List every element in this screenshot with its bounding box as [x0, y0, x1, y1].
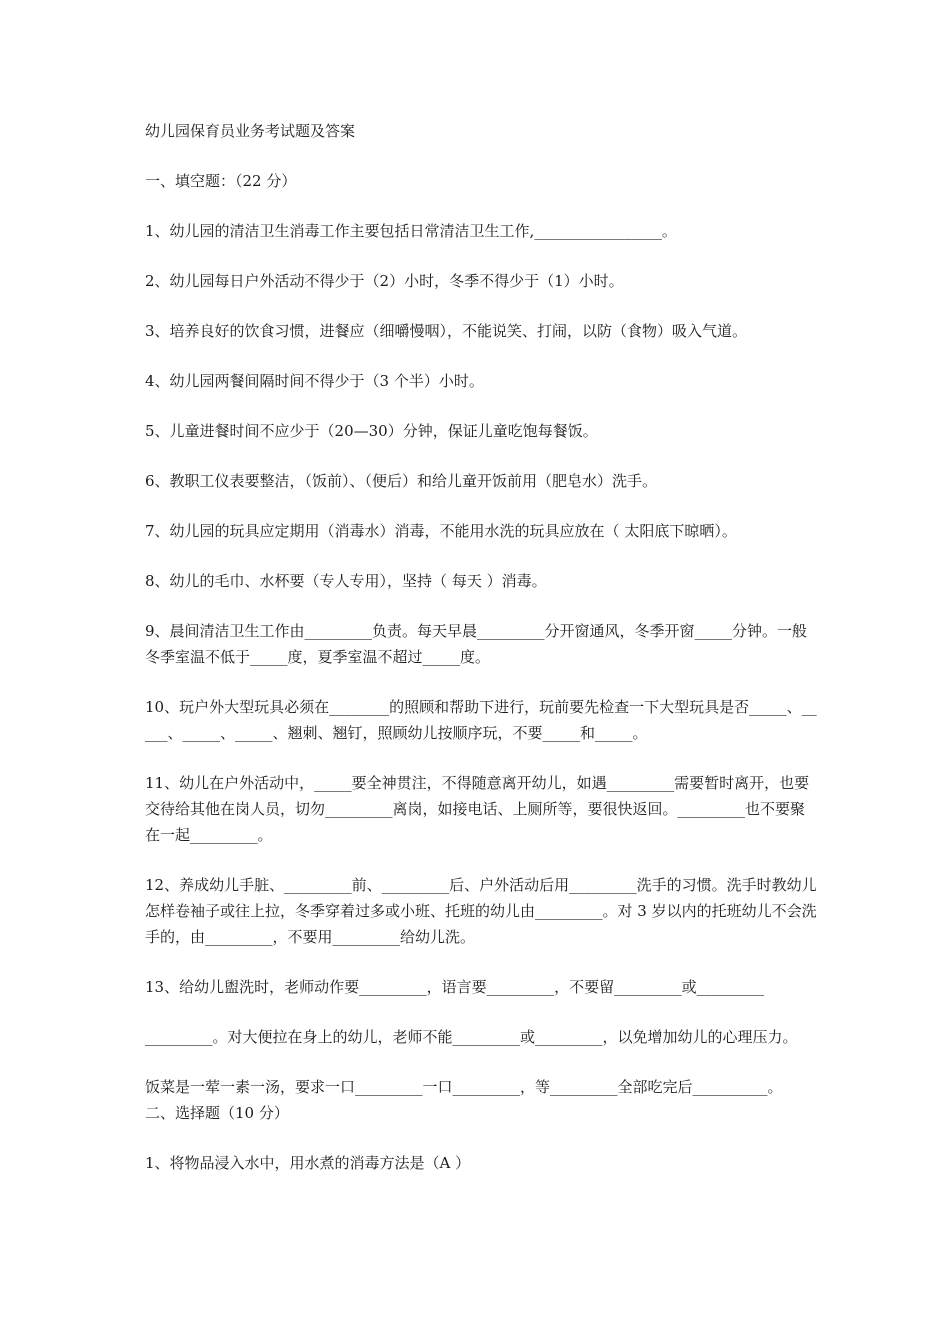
question-paragraph: 4、幼儿园两餐间隔时间不得少于（3 个半）小时。 — [145, 372, 484, 390]
question-paragraph: 7、幼儿园的玩具应定期用（消毒水）消毒，不能用水洗的玩具应放在（ 太阳底下晾晒）。 — [145, 522, 737, 540]
question-paragraph: 饭菜是一荤一素一汤，要求一口_________一口_________，等_________全部吃完后__________。 — [145, 1078, 783, 1096]
section-heading-fill-in: 一、填空题：（22 分） — [145, 172, 297, 190]
question-paragraph: 3、培养良好的饮食习惯，进餐应（细嚼慢咽），不能说笑、打闹，以防（食物）吸入气道。 — [145, 322, 748, 340]
question-paragraph: 6、教职工仪表要整洁，（饭前）、（便后）和给儿童开饭前用（肥皂水）洗手。 — [145, 472, 658, 490]
question-paragraph: 10、玩户外大型玩具必须在________的照顾和帮助下进行，玩前要先检查一下大型玩具是否_____、_____、_____、_____、翘刺、翘钉，照顾幼儿按顺序玩，不要_____和_____。 — [145, 698, 817, 742]
question-paragraph: 1、将物品浸入水中，用水煮的消毒方法是（A ） — [145, 1154, 471, 1172]
question-paragraph: 9、晨间清洁卫生工作由_________负责。每天早晨_________分开窗通风，冬季开窗_____分钟。一般冬季室温不低于_____度，夏季室温不超过_____度。 — [145, 622, 808, 666]
question-paragraph: 5、儿童进餐时间不应少于（20—30）分钟，保证儿童吃饱每餐饭。 — [145, 422, 598, 440]
question-paragraph: _________。对大便拉在身上的幼儿，老师不能_________或_________，以免增加幼儿的心理压力。 — [145, 1028, 798, 1046]
question-paragraph: 12、养成幼儿手脏、_________前、_________后、户外活动后用_________洗手的习惯。洗手时教幼儿怎样卷袖子或往上拉，冬季穿着过多或小班、托班的幼儿由_________。对 3 岁以内的托班幼儿不会洗手的，由_________，不要用_________给幼儿洗。 — [145, 876, 817, 946]
document-body — [145, 118, 817, 1200]
document-title: 幼儿园保育员业务考试题及答案 — [145, 122, 356, 140]
question-paragraph: 11、幼儿在户外活动中，_____要全神贯注，不得随意离开幼儿，如遇_________需要暂时离开，也要交待给其他在岗人员，切勿_________离岗，如接电话、上厕所等，要很快返回。_________也不要聚在一起_________。 — [145, 774, 810, 844]
question-paragraph: 13、给幼儿盥洗时，老师动作要_________，语言要_________，不要留_________或_________ — [145, 978, 765, 996]
question-paragraph: 2、幼儿园每日户外活动不得少于（2）小时，冬季不得少于（1）小时。 — [145, 272, 624, 290]
question-paragraph: 8、幼儿的毛巾、水杯要（专人专用），坚持（ 每天 ）消毒。 — [145, 572, 547, 590]
question-paragraph: 1、幼儿园的清洁卫生消毒工作主要包括日常清洁卫生工作,_________________。 — [145, 222, 677, 240]
section-heading-multiple-choice: 二、选择题（10 分） — [145, 1104, 289, 1122]
